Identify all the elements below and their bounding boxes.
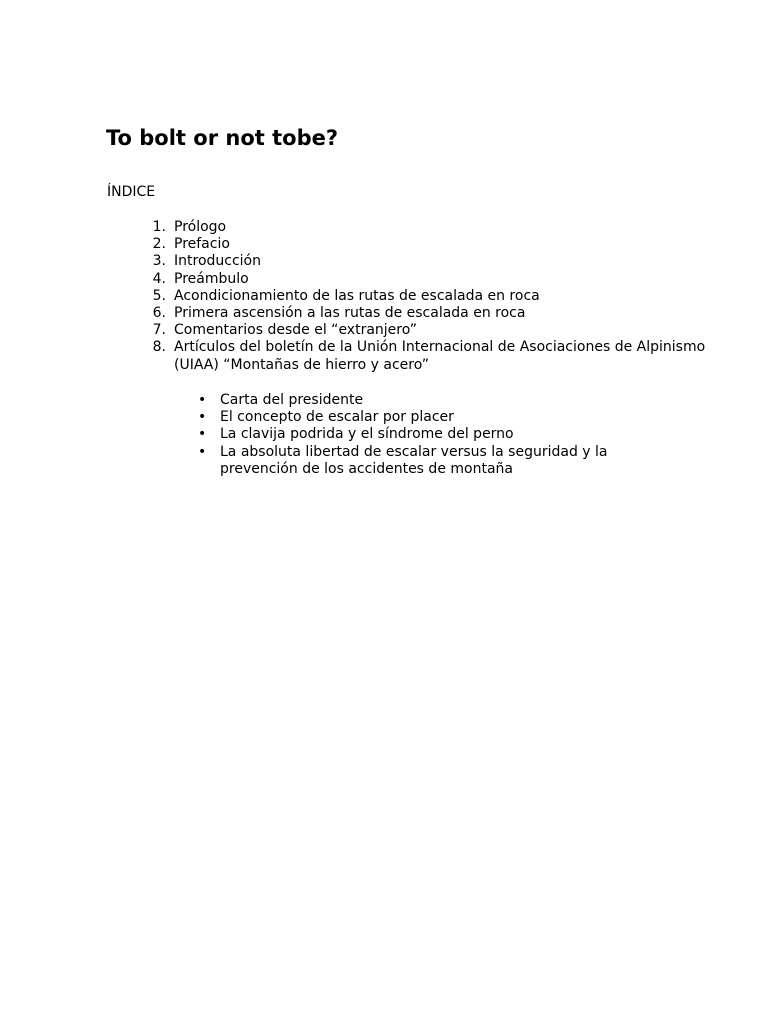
item-number: 6. bbox=[152, 305, 166, 322]
contents-numbered-list bbox=[146, 219, 746, 374]
bullet-icon: • bbox=[198, 392, 207, 408]
item-text: Carta del presidente bbox=[220, 392, 364, 408]
item-number: 2. bbox=[152, 236, 166, 253]
document-title: To bolt or not tobe? bbox=[106, 126, 339, 150]
bullet-icon: • bbox=[198, 426, 207, 443]
item-number: 8. bbox=[152, 339, 166, 356]
list-item bbox=[146, 253, 746, 270]
item-number: 5. bbox=[152, 287, 166, 304]
list-item bbox=[196, 392, 616, 409]
bullet-icon: • bbox=[198, 409, 207, 426]
item-number: 7. bbox=[152, 322, 166, 339]
list-item bbox=[146, 288, 746, 305]
item-text: Primera ascensión a las rutas de escalada en roca bbox=[174, 305, 526, 322]
item-number: 4. bbox=[152, 270, 166, 287]
list-item bbox=[146, 339, 746, 373]
item-text: Comentarios desde el “extranjero” bbox=[174, 322, 418, 339]
list-item bbox=[146, 305, 746, 322]
list-item bbox=[146, 236, 746, 253]
list-item bbox=[146, 271, 746, 288]
list-item bbox=[146, 322, 746, 339]
list-item bbox=[196, 444, 616, 478]
item-text: Prólogo bbox=[174, 219, 227, 235]
list-item bbox=[196, 409, 616, 426]
item-text: Artículos del boletín de la Unión Internacional de Asociaciones de Alpinismo (UIAA) “Montañas de hierro y acero” bbox=[174, 339, 706, 373]
bullet-icon: • bbox=[198, 443, 207, 460]
item-text: Preámbulo bbox=[174, 270, 249, 287]
index-heading: ÍNDICE bbox=[107, 184, 156, 200]
item-number: 3. bbox=[152, 253, 166, 270]
articles-bullet-list bbox=[196, 392, 616, 478]
item-number: 1. bbox=[152, 219, 166, 235]
item-text: Acondicionamiento de las rutas de escalada en roca bbox=[174, 287, 540, 304]
item-text: La absoluta libertad de escalar versus la seguridad y la prevención de los accidentes de montaña bbox=[220, 443, 608, 477]
item-text: La clavija podrida y el síndrome del perno bbox=[220, 426, 514, 443]
list-item bbox=[196, 426, 616, 443]
item-text: Introducción bbox=[174, 253, 261, 270]
list-item bbox=[146, 219, 746, 236]
item-text: El concepto de escalar por placer bbox=[220, 409, 454, 426]
item-text: Prefacio bbox=[174, 236, 230, 253]
